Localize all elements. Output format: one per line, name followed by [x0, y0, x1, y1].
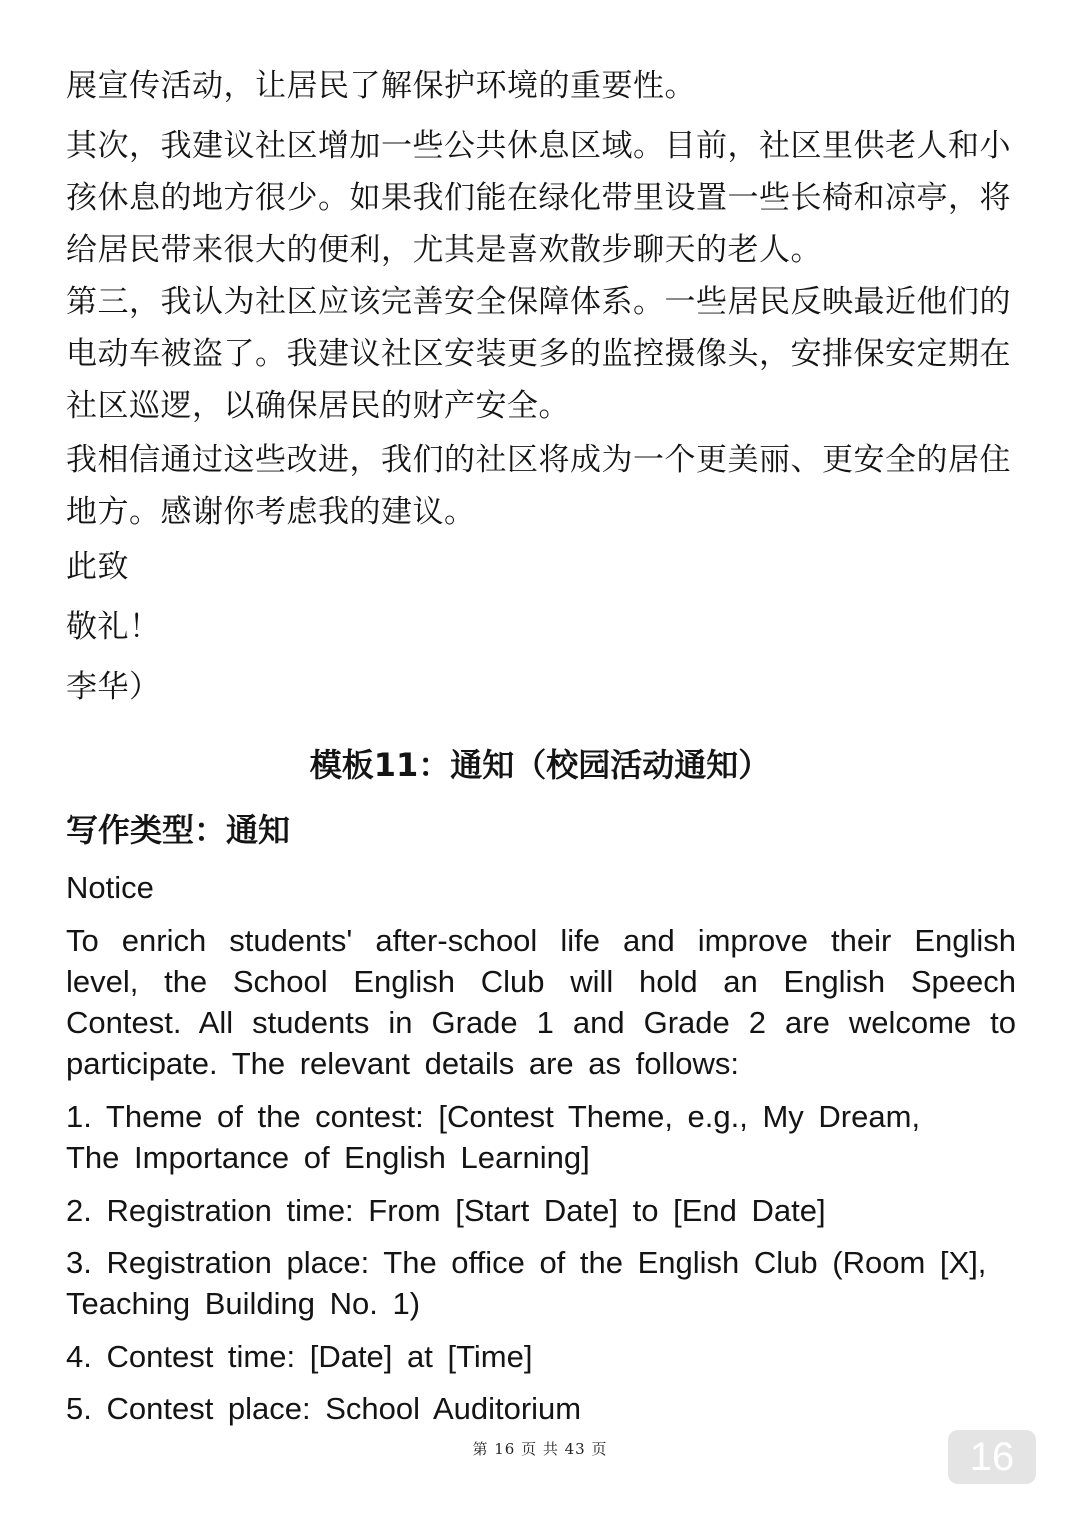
- letter-closing-1: 此致: [66, 549, 129, 585]
- notice-item-4: 4. Contest time: [Date] at [Time]: [66, 1339, 533, 1374]
- page-number-badge: 16: [948, 1430, 1036, 1484]
- letter-paragraph-4: 我相信通过这些改进，我们的社区将成为一个更美丽、更安全的居住地方。感谢你考虑我的建议。: [66, 442, 1011, 530]
- notice-item-2: 2. Registration time: From [Start Date] to [End Date]: [66, 1193, 826, 1228]
- letter-signature: 李华）: [66, 669, 161, 705]
- letter-closing-2: 敬礼！: [66, 609, 161, 645]
- notice-item-1: 1. Theme of the contest: [Contest Theme, e.g., My Dream, The Importance of English Learning]: [66, 1099, 921, 1175]
- letter-paragraph-3: 第三，我认为社区应该完善安全保障体系。一些居民反映最近他们的电动车被盗了。我建议社区安装更多的监控摄像头，安排保安定期在社区巡逻，以确保居民的财产安全。: [66, 284, 1011, 424]
- letter-paragraph-2: 其次，我建议社区增加一些公共休息区域。目前，社区里供老人和小孩休息的地方很少。如果我们能在绿化带里设置一些长椅和凉亭，将给居民带来很大的便利，尤其是喜欢散步聊天的老人。: [66, 128, 1011, 268]
- template-title: 模板11：通知（校园活动通知）: [309, 746, 771, 784]
- writing-type-label: 写作类型：通知: [66, 811, 291, 849]
- notice-intro: To enrich students' after-school life and improve their English level, the School English Club will hold an English Speech Contest. All students in Grade 1 and Grade 2 are welcome to participate. The relevant details are as follows:: [66, 923, 1016, 1081]
- letter-paragraph-1: 展宣传活动，让居民了解保护环境的重要性。: [66, 68, 696, 104]
- notice-item-3: 3. Registration place: The office of the English Club (Room [X], Teaching Building No. 1): [66, 1245, 987, 1321]
- page-footer-text: 第 16 页 共 43 页: [472, 1440, 608, 1458]
- notice-item-5: 5. Contest place: School Auditorium: [66, 1391, 582, 1426]
- notice-heading: Notice: [66, 870, 154, 905]
